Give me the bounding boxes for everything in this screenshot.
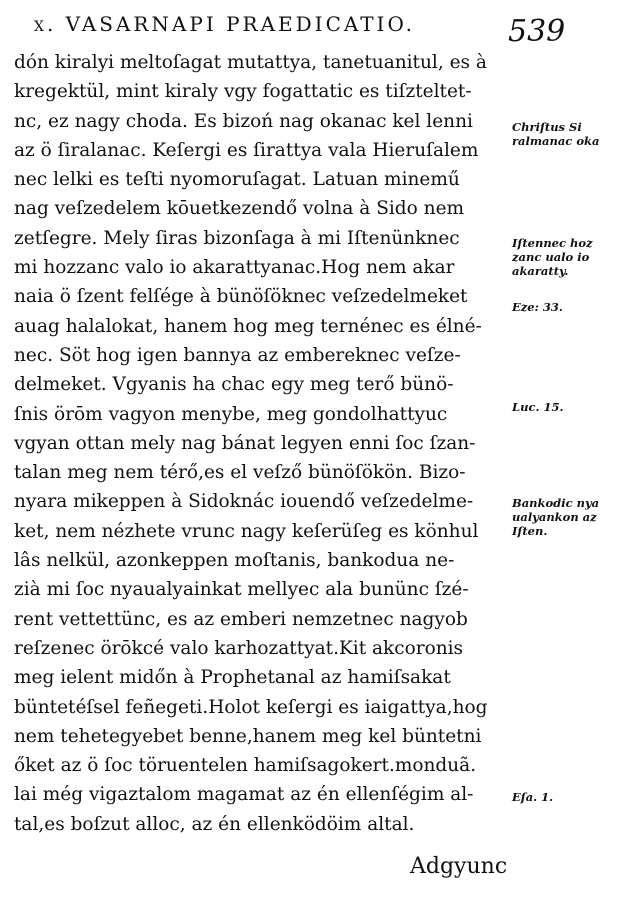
text-line: büntetéſsel feñegeti.Holot keſergi es iaigattya,hog [14, 696, 488, 718]
text-line: tal,es boſzut alloc, az én ellenködöim altal. [14, 813, 415, 835]
text-line: meg ielent midőn à Prophetanal az hamiſsakat [14, 667, 451, 689]
text-line: reſzenec örōkcé valo karhozattyat.Kit akcoronis [14, 637, 464, 659]
text-line: naia ö ſzent felſége à bünöſöknec veſzedelmeket [14, 286, 468, 308]
margin-note-text: Eze: 33. [512, 300, 563, 314]
text-line: lâs nelkül, azonkeppen moſtanis, bankodua ne- [14, 550, 455, 572]
margin-note-text: Iſtennec hoz zanc ualo io akaratty. [512, 236, 593, 278]
margin-note-bankodic [512, 496, 622, 538]
margin-note-text: Luc. 15. [512, 400, 564, 414]
text-line: zetſegre. Mely ſiras bizonſaga à mi Iſtenünknec [14, 227, 460, 249]
text-line: lai még vigaztalom magamat az én ellenſégim al- [14, 784, 474, 806]
text-line: őket az ö ſoc töruentelen hamiſsagokert.monduã. [14, 755, 477, 777]
main-text [14, 48, 510, 839]
margin-note-text: Bankodic nya ualyankon az Iſten. [512, 496, 600, 538]
text-line: nem tehetegyebet benne,hanem meg kel büntetni [14, 725, 482, 747]
margin-note-text: Eſa. 1. [512, 790, 554, 804]
running-title: x. VASARNAPI PRAEDICATIO. [34, 12, 416, 36]
margin-note-istennec [512, 236, 622, 278]
margin-note-eze [512, 300, 622, 314]
text-line: nag veſzedelem kōuetkezendő volna à Sido nem [14, 198, 465, 220]
page-number: 539 [508, 14, 566, 49]
margin-note-text: Chriſtus Si ralmanac oka [512, 120, 600, 148]
text-line: nc, ez nagy choda. Es bizoń nag okanac kel lenni [14, 110, 473, 132]
text-line: nyara mikeppen à Sidoknác iouendő veſzedelme- [14, 491, 474, 513]
text-line: ket, nem nézhete vrunc nagy keſerüſeg es könhul [14, 520, 479, 542]
text-line: az ö ſiralanac. Keſergi es ſirattya vala Hieruſalem [14, 139, 479, 161]
text-line: nec. Söt hog igen bannya az embereknec veſze- [14, 344, 461, 366]
text-line: zià mi ſoc nyaualyainkat mellyec ala bunünc ſzé- [14, 579, 469, 601]
margin-note-luc [512, 400, 622, 414]
text-line: dón kiralyi meltoſagat mutattya, tanetuanitul, es à [14, 52, 487, 73]
text-line: nec lelki es teſti nyomoruſagat. Latuan minemű [14, 169, 460, 191]
margin-note-esa [512, 790, 622, 804]
text-line: talan meg nem térő,es el veſző bünöſökön. Bizo- [14, 462, 466, 484]
text-line: mi hozzanc valo io akarattyanac.Hog nem akar [14, 257, 455, 279]
margin-note-christus [512, 120, 622, 148]
text-line: ſnis örōm vagyon menybe, meg gondolhattyuc [14, 403, 448, 425]
text-line: delmeket. Vgyanis ha chac egy meg terő bünö- [14, 374, 454, 396]
text-line: vgyan ottan mely nag bánat legyen enni ſoc ſzan- [14, 432, 476, 454]
text-line: kregektül, mint kiraly vgy fogattatic es tiſzteltet- [14, 81, 472, 103]
text-line: auag halalokat, hanem hog meg ternénec es élné- [14, 315, 482, 337]
text-line: rent vettettünc, es az emberi nemzetnec nagyob [14, 608, 468, 630]
catchword: Adgyunc [410, 854, 508, 879]
